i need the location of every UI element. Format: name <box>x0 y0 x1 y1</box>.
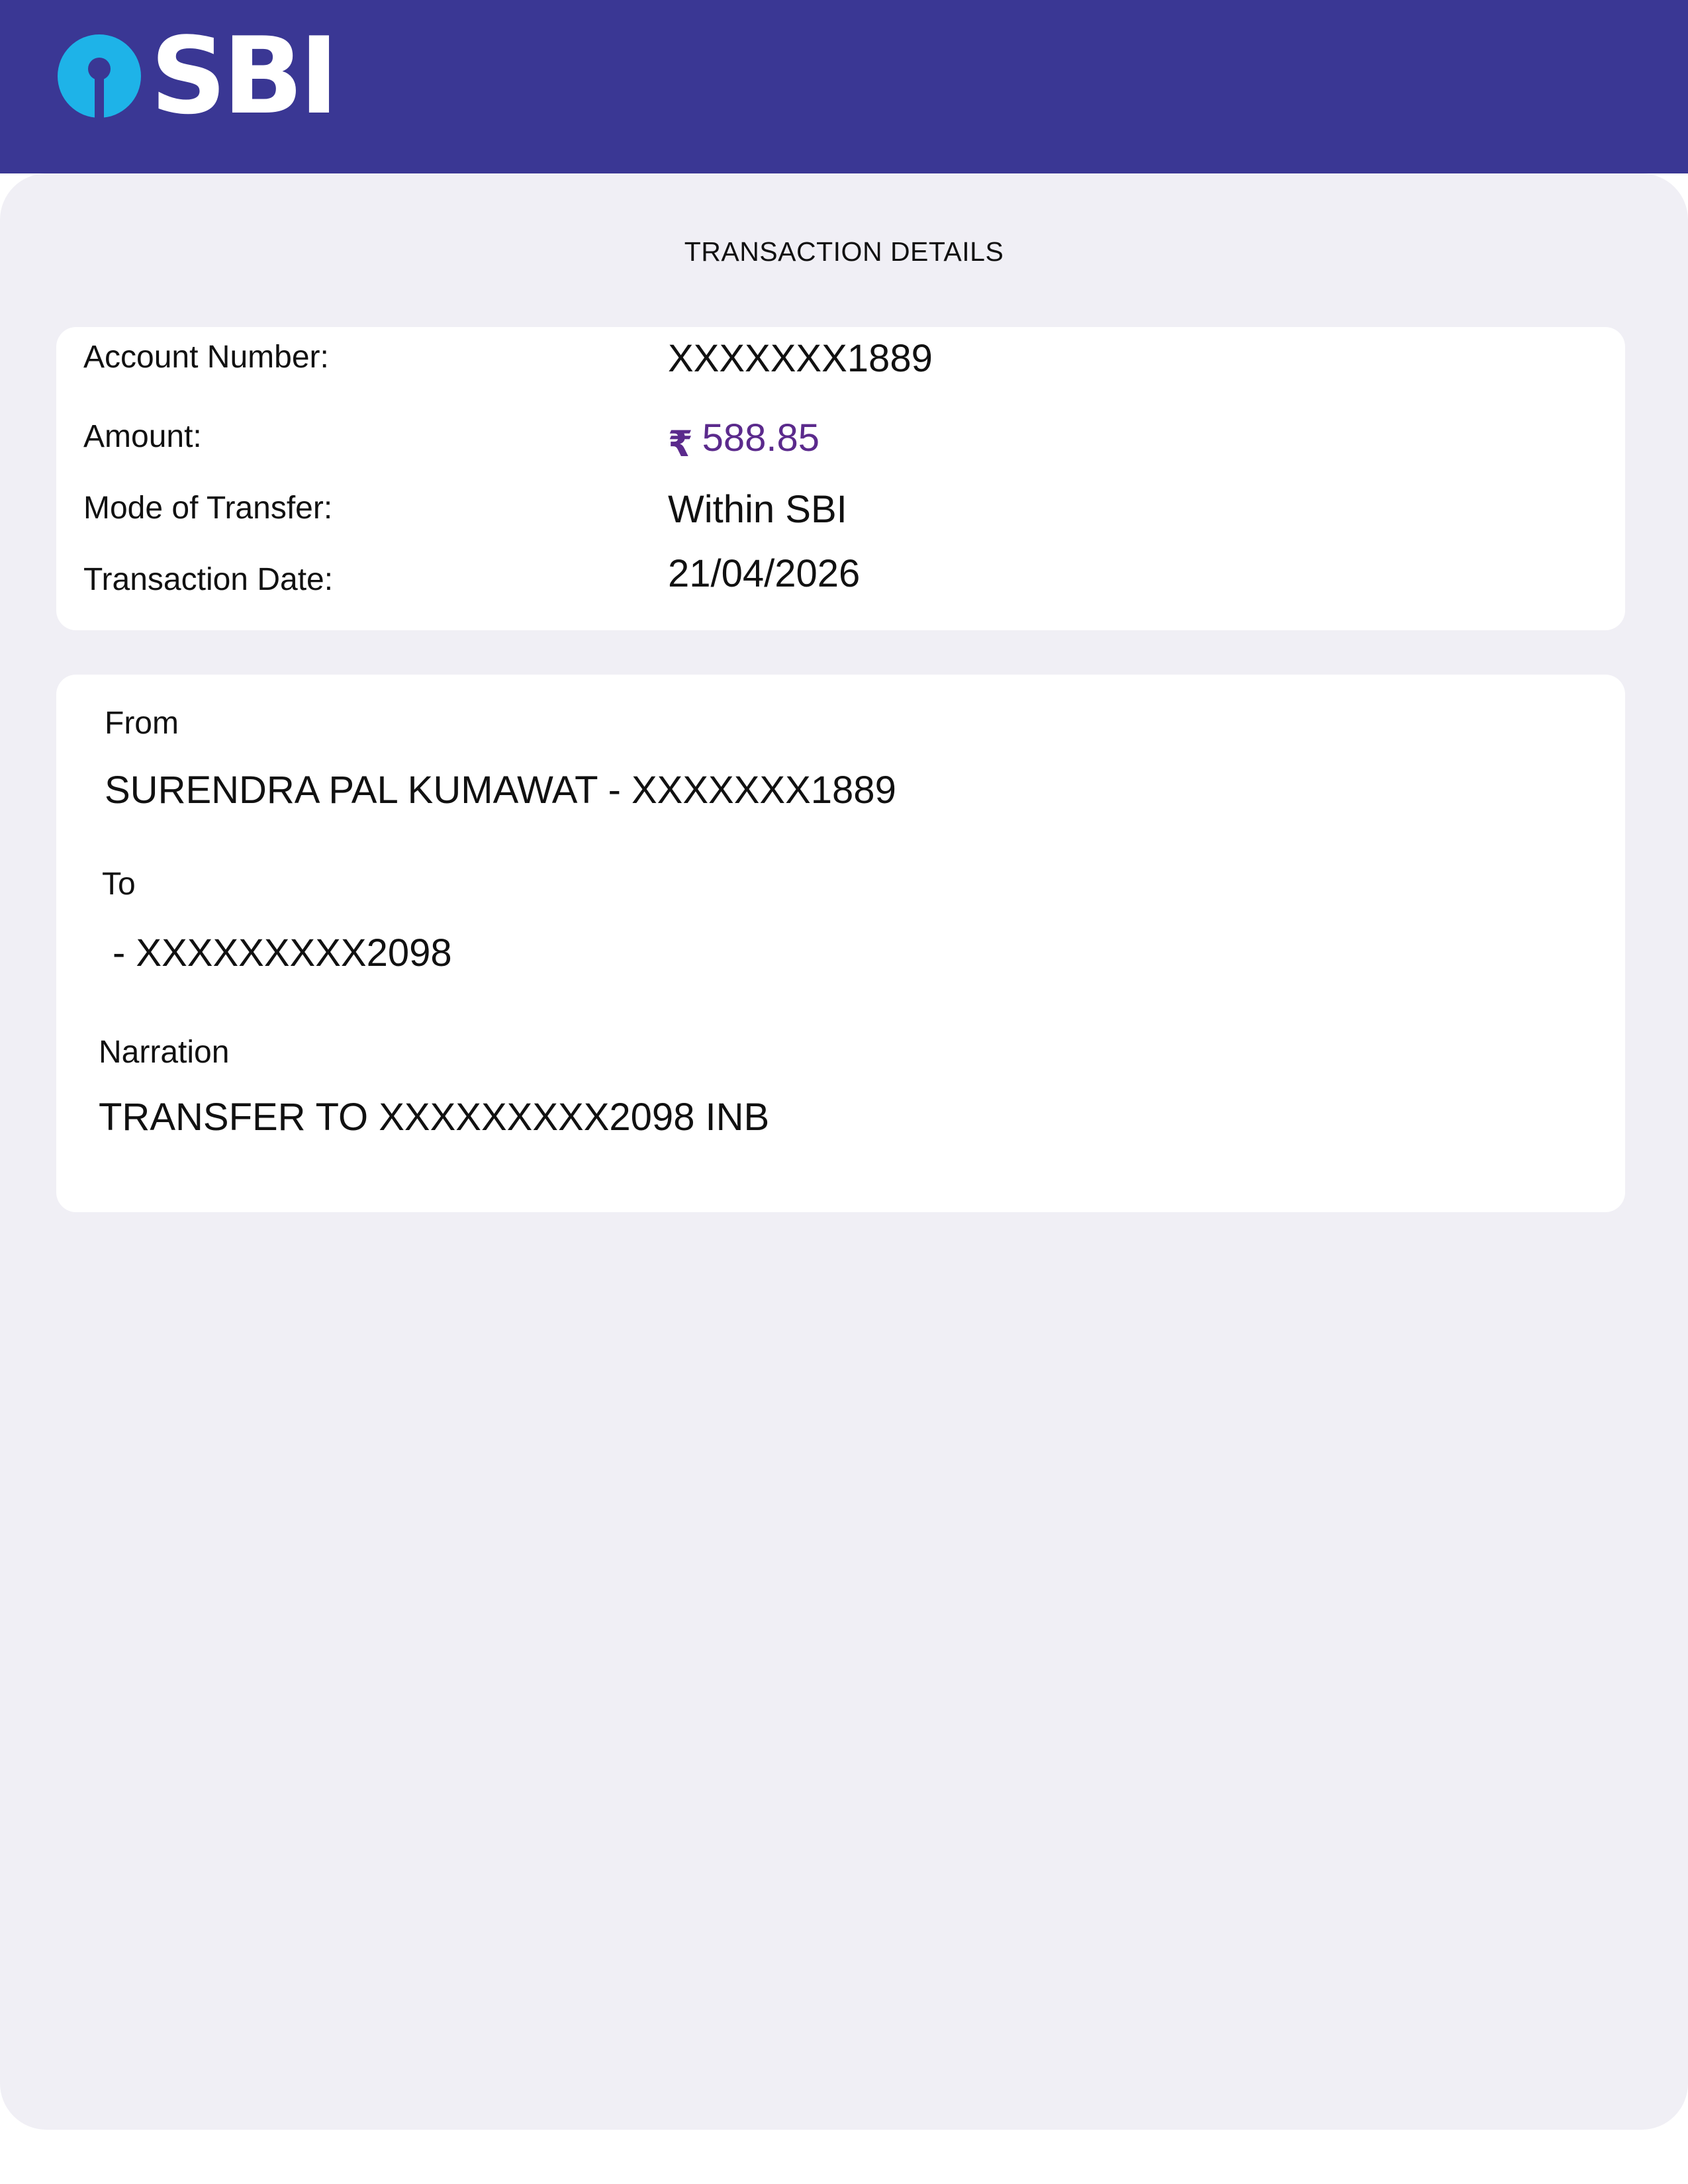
mode-of-transfer-value: Within SBI <box>668 488 847 531</box>
to-value: - XXXXXXXXX2098 <box>113 931 452 974</box>
to-label: To <box>102 867 136 902</box>
account-number-value: XXXXXXX1889 <box>668 337 933 380</box>
sbi-logo <box>56 14 335 138</box>
page-title: TRANSACTION DETAILS <box>684 236 1004 267</box>
account-number-label: Account Number: <box>83 340 329 375</box>
transaction-date-label: Transaction Date: <box>83 562 334 597</box>
amount-value <box>668 416 820 466</box>
narration-value: TRANSFER TO XXXXXXXXX2098 INB <box>99 1096 770 1139</box>
from-value: SURENDRA PAL KUMAWAT - XXXXXXX1889 <box>105 769 896 812</box>
mode-of-transfer-label: Mode of Transfer: <box>83 491 333 526</box>
summary-card <box>56 327 1625 630</box>
logo-text: SBI <box>150 14 335 138</box>
amount-label: Amount: <box>83 419 202 454</box>
sbi-keyhole-logo-icon <box>56 33 142 119</box>
amount-number: 588.85 <box>702 416 820 459</box>
header-bar <box>0 0 1688 173</box>
transaction-date-value: 21/04/2026 <box>668 552 861 595</box>
parties-card <box>56 675 1625 1212</box>
rupee-icon: ₹ <box>668 423 693 465</box>
narration-label: Narration <box>99 1035 230 1070</box>
from-label: From <box>105 706 179 741</box>
